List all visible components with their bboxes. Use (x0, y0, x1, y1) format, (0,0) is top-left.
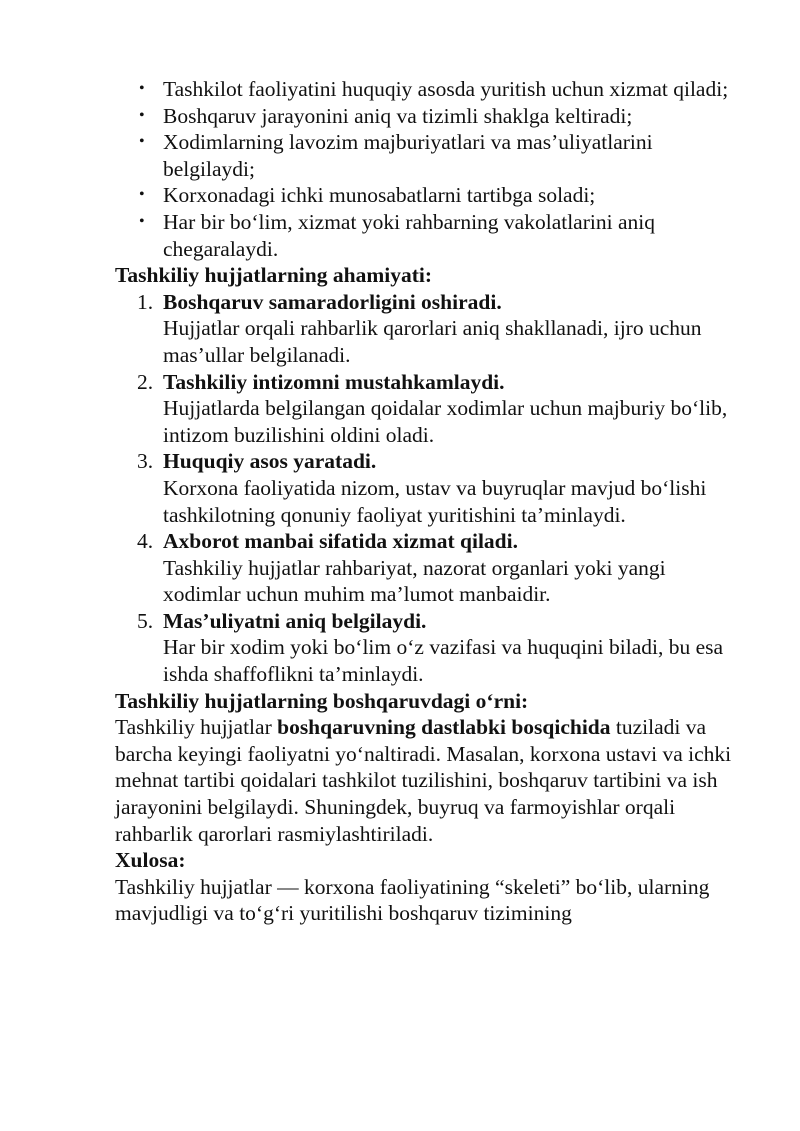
bullet-text: Har bir bo‘lim, xizmat yoki rahbarning vakolatlarini aniq chegaralaydi. (163, 209, 655, 261)
importance-numbered-list (115, 289, 740, 688)
bullet-item (115, 103, 740, 130)
numbered-item (115, 608, 740, 688)
bullet-icon: • (139, 133, 145, 151)
bullet-text: Korxonadagi ichki munosabatlarni tartibga soladi; (163, 183, 596, 208)
role-paragraph (115, 714, 740, 847)
item-title: Mas’uliyatni aniq belgilaydi. (163, 608, 427, 633)
item-number: 4. (137, 529, 154, 554)
bullet-item (115, 76, 740, 103)
numbered-item (115, 289, 740, 369)
item-text: Har bir xodim yoki bo‘lim o‘z vazifasi va huquqini biladi, bu esa ishda shaffoflikni ta’minlaydi. (163, 635, 724, 687)
role-rest-text: tuziladi va barcha keyingi faoliyatni yo‘naltiradi. Masalan, korxona ustavi va ichki mehnat tartibi qoidalari tashkilot tuzilishini, boshqaruv tartibini va ish jarayonini belgilaydi. Shuningdek, buyruq va farmoyishlar orqali rahbarlik qarorlari rasmiylashtiriladi. (115, 715, 732, 846)
numbered-item (115, 369, 740, 449)
numbered-item (115, 448, 740, 528)
bullet-icon: • (139, 106, 145, 124)
item-text: Hujjatlar orqali rahbarlik qarorlari aniq shakllanadi, ijro uchun mas’ullar belgilanadi. (163, 316, 702, 367)
bullet-icon: • (139, 80, 145, 97)
conclusion-paragraph: Tashkiliy hujjatlar — korxona faoliyatining “skeleti” bo‘lib, ularning mavjudligi va to‘g‘ri yuritilishi boshqaruv tizimining (115, 874, 710, 926)
importance-heading: Tashkiliy hujjatlarning ahamiyati: (115, 263, 432, 288)
item-text: Hujjatlarda belgilangan qoidalar xodimlar uchun majburiy bo‘lib, intizom buzilishini oldini oladi. (163, 396, 728, 447)
role-heading: Tashkiliy hujjatlarning boshqaruvdagi o‘rni: (115, 688, 529, 713)
item-title: Boshqaruv samaradorligini oshiradi. (163, 289, 502, 314)
role-bold-text: boshqaruvning dastlabki bosqichida (277, 715, 611, 740)
item-number: 3. (137, 449, 154, 474)
bullet-item (115, 182, 740, 209)
document-body (115, 76, 740, 927)
bullet-text: Xodimlarning lavozim majburiyatlari va mas’uliyatlarini belgilaydi; (163, 130, 653, 181)
numbered-item (115, 528, 740, 608)
bullet-icon: • (139, 186, 145, 204)
item-title: Axborot manbai sifatida xizmat qiladi. (163, 529, 518, 554)
item-title: Tashkiliy intizomni mustahkamlaydi. (163, 369, 505, 394)
conclusion-heading: Xulosa: (115, 848, 186, 873)
item-title: Huquqiy asos yaratadi. (163, 449, 377, 474)
bullet-item (115, 209, 740, 262)
bullet-text: Boshqaruv jarayonini aniq va tizimli shaklga keltiradi; (163, 103, 633, 128)
bullet-icon: • (139, 212, 145, 230)
bullet-text: Tashkilot faoliyatini huquqiy asosda yuritish uchun xizmat qiladi; (163, 77, 729, 101)
item-number: 2. (137, 369, 154, 394)
bullet-item (115, 129, 740, 182)
item-number: 1. (137, 289, 154, 314)
role-lead-text: Tashkiliy hujjatlar (115, 715, 278, 740)
functions-bullet-list (115, 76, 740, 262)
item-text: Tashkiliy hujjatlar rahbariyat, nazorat organlari yoki yangi xodimlar uchun muhim ma’lumot manbaidir. (163, 555, 666, 607)
item-text: Korxona faoliyatida nizom, ustav va buyruqlar mavjud bo‘lishi tashkilotning qonuniy faoliyat yuritishini ta’minlaydi. (163, 475, 707, 527)
item-number: 5. (137, 608, 154, 633)
